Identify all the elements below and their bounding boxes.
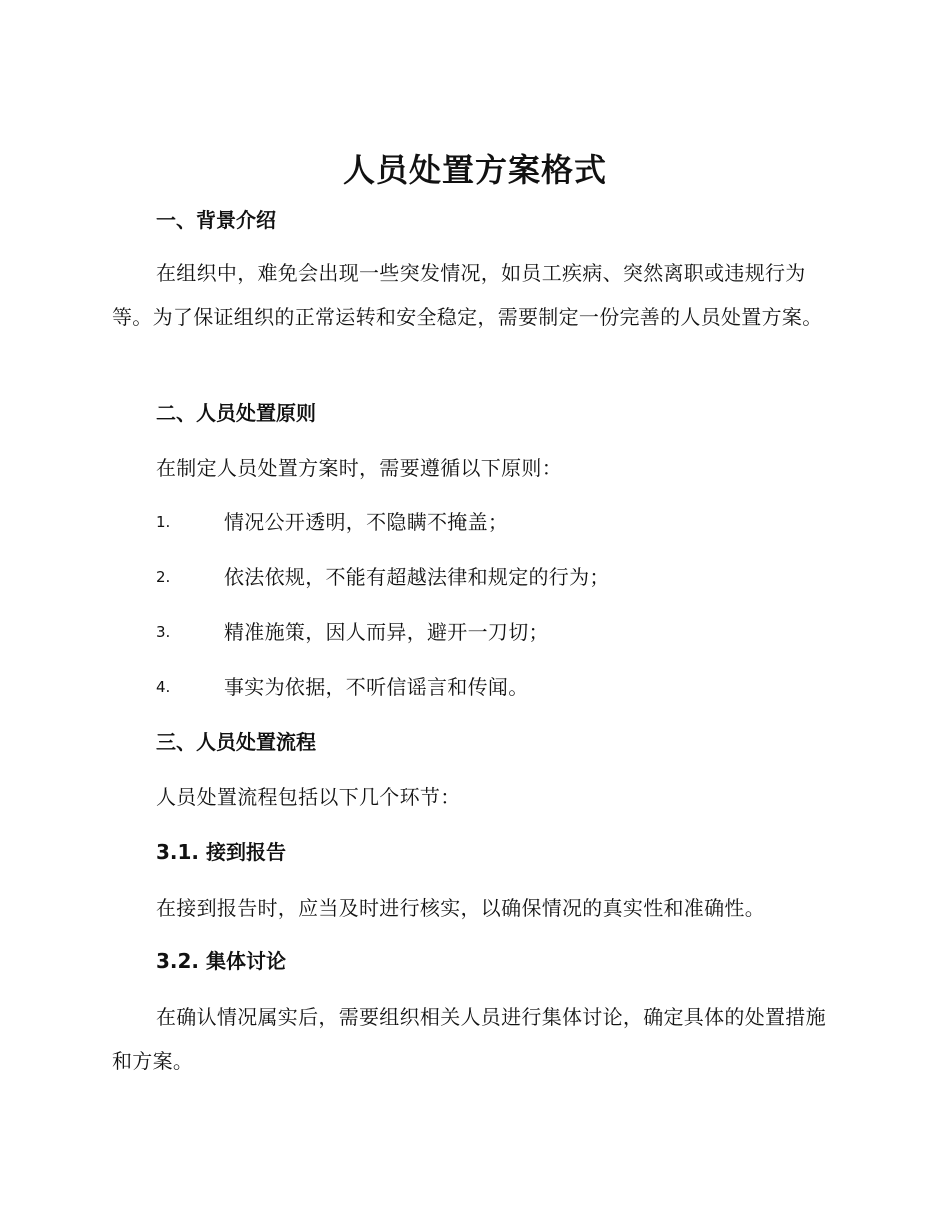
subsection-heading-discussion: 3.2. 集体讨论 <box>156 949 286 973</box>
subsection-heading-report: 3.1. 接到报告 <box>156 840 286 864</box>
list-number: 3. <box>156 623 171 641</box>
principles-intro: 在制定人员处置方案时，需要遵循以下原则： <box>156 456 562 480</box>
process-intro: 人员处置流程包括以下几个环节： <box>156 785 461 809</box>
background-paragraph: 在组织中，难免会出现一些突发情况，如员工疾病、突然离职或违规行为等。为了保证组织的正常运转和安全稳定，需要制定一份完善的人员处置方案。 <box>112 261 823 329</box>
list-text: 依法依规，不能有超越法律和规定的行为； <box>224 565 610 589</box>
list-text: 事实为依据，不听信谣言和传闻。 <box>224 675 529 699</box>
list-text: 情况公开透明，不隐瞒不掩盖； <box>224 510 509 534</box>
document-title: 人员处置方案格式 <box>342 151 607 189</box>
section-heading-process: 三、人员处置流程 <box>156 730 316 754</box>
list-number: 2. <box>156 568 171 586</box>
section-heading-background: 一、背景介绍 <box>156 208 276 232</box>
discussion-paragraph: 在确认情况属实后，需要组织相关人员进行集体讨论，确定具体的处置措施和方案。 <box>112 1005 826 1073</box>
section-heading-principles: 二、人员处置原则 <box>156 401 316 425</box>
list-number: 4. <box>156 678 171 696</box>
report-paragraph: 在接到报告时，应当及时进行核实，以确保情况的真实性和准确性。 <box>156 896 765 920</box>
list-text: 精准施策，因人而异，避开一刀切； <box>224 620 549 644</box>
list-number: 1. <box>156 513 171 531</box>
